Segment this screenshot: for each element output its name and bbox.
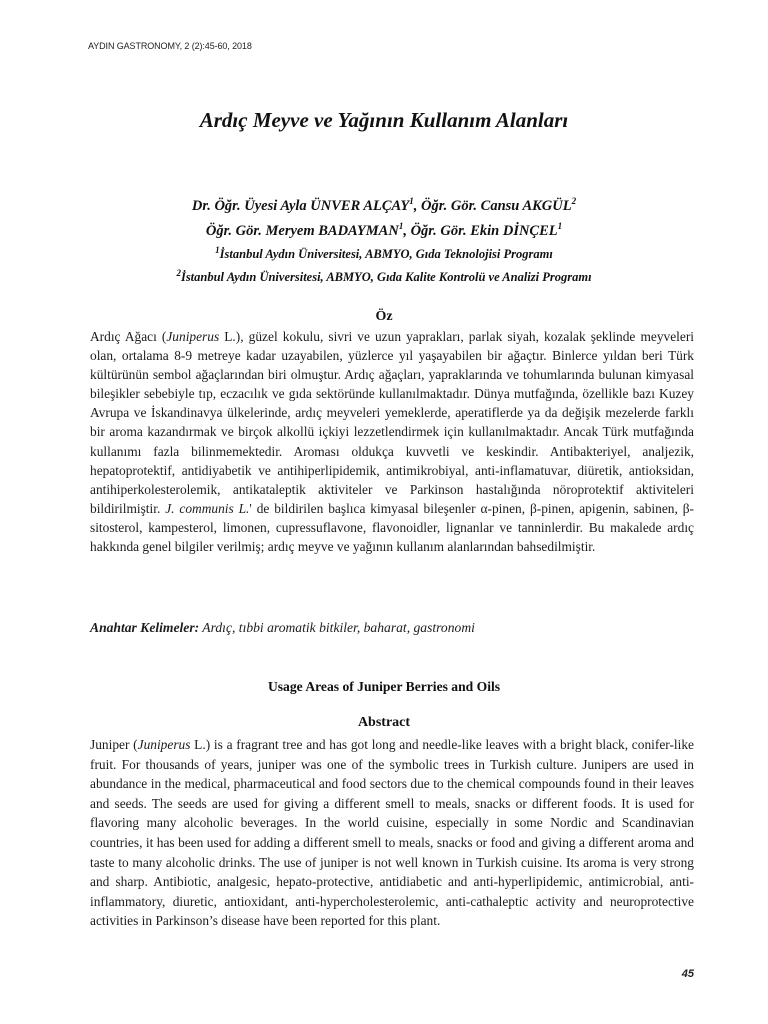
oz-text: L.), güzel kokulu, sivri ve uzun yaprakları, parlak siyah, kozalak şeklinde meyveleri olan, ortalama 8-9 metreye kadar uzayabilen, yüzlerce yıl yaşayabilen bir ağaçtır. Binlerce yıldan beri Türk kültürünün sembol ağaçlarından biri olmuştur. Ardıç ağaçları, yapraklarında ve tohumlarında bulunan kimyasal bileşikler sebebiyle tıp, eczacılık ve gıda sektöründe kullanılmaktadır. Dünya mutfağında, özellikle bazı Kuzey Avrupa ve İskandinavya ülkelerinde, ardıç meyveleri yemeklerde, aperatiflerde ya da değişik mezelerde farklı bir aroma kazandırmak ve birçok alkollü içkiyi lezzetlendirmek için kullanılmaktadır. Ancak Türk mutfağında kullanımı fazla bilinmemektedir. Aroması oldukça kuvvetli ve keskindir. Antibakteriyel, analjezik, hepatoprotektif, antidiyabetik ve antihiperlipidemik, antimikrobiyal, anti-inflamatuvar, diüretik, antioksidan, antihiperkolesterolemik, antikataleptik aktiviteler ve Parkinson hastalığında nöroprotektif aktiviteleri bildirilmiştir. bbox=[90, 329, 694, 516]
oz-text: ' de bildirilen başlıca kimyasal bileşenler α-pinen, β-pinen, apigenin, sabinen, β-sitosterol, kampesterol, limonen, cupressuflavone, flavonoidler, lignanlar ve tanninlerdir. Bu makalede ardıç hakkında genel bilgiler verilmiş; ardıç meyve ve yağının kullanım alanlarından bahsedilmiştir. bbox=[90, 500, 694, 555]
author-name: , Öğr. Gör. Cansu AKGÜL bbox=[413, 197, 572, 214]
abstract-species-name: Juniperus bbox=[137, 737, 191, 752]
oz-heading: Öz bbox=[375, 309, 393, 324]
affiliation-mark: 1 bbox=[398, 220, 404, 231]
journal-citation: AYDIN GASTRONOMY, 2 (2):45-60, 2018 bbox=[88, 41, 252, 51]
abstract-heading: Abstract bbox=[357, 715, 411, 730]
author-line-1 bbox=[0, 191, 768, 216]
oz-text: Ardıç Ağacı ( bbox=[90, 329, 167, 344]
keywords-text: Ardıç, tıbbi aromatik bitkiler, baharat, gastronomi bbox=[199, 620, 475, 635]
author-name: , Öğr. Gör. Ekin DİNÇEL bbox=[403, 222, 558, 239]
abstract-paragraph bbox=[90, 735, 694, 931]
author-name: Dr. Öğr. Üyesi Ayla ÜNVER ALÇAY bbox=[191, 197, 410, 214]
affiliation-mark: 1 bbox=[215, 244, 220, 255]
article-title-tr: Ardıç Meyve ve Yağının Kullanım Alanları bbox=[199, 108, 569, 132]
author-block bbox=[0, 191, 768, 287]
affiliation-mark: 1 bbox=[409, 196, 414, 206]
article-title-en: Usage Areas of Juniper Berries and Oils bbox=[267, 679, 501, 694]
page-number: 45 bbox=[681, 968, 694, 980]
keywords-label: Anahtar Kelimeler: bbox=[90, 620, 200, 635]
affiliation-mark: 2 bbox=[176, 267, 181, 278]
keywords bbox=[90, 620, 694, 636]
author-name: Öğr. Gör. Meryem BADAYMAN bbox=[205, 222, 399, 239]
affiliation-text: İstanbul Aydın Üniversitesi, ABMYO, Gıda Teknolojisi Programı bbox=[219, 246, 553, 261]
oz-species-name: Juniperus bbox=[166, 329, 220, 344]
affiliation-1 bbox=[0, 241, 768, 264]
affiliation-2 bbox=[0, 264, 768, 287]
author-line-2 bbox=[0, 216, 768, 241]
affiliation-mark: 1 bbox=[557, 220, 563, 231]
oz-paragraph bbox=[90, 327, 694, 556]
affiliation-mark: 2 bbox=[571, 196, 577, 206]
abstract-text: Juniper ( bbox=[90, 737, 138, 752]
abstract-text: L.) is a fragrant tree and has got long and needle-like leaves with a bright black, conifer-like fruit. For thousands of years, juniper was one of the symbolic trees in Turkish culture. Junipers are used in abundance in the medical, pharmaceutical and food sectors due to the chemical compounds found in their leaves and seeds. The seeds are used for giving a different smell to meals, snacks or different foods. It is used for flavoring many alcoholic beverages. In the world cuisine, especially in some Nordic and Scandinavian countries, it has been used for adding a different smell to meals, snacks or food and giving a different aroma and taste to many alcoholic drinks. The use of juniper is not well known in Turkish cuisine. Its aroma is very strong and sharp. Antibiotic, analgesic, hepato-protective, antidiabetic and anti-hyperlipidemic, antimicrobial, anti-inflammatory, diuretic, antioxidant, anti-hypercholesterolemic, anti-cathaleptic activity and neuroprotective activities in Parkinson’s disease have been reported for this plant. bbox=[90, 737, 694, 929]
oz-species-name: J. communis L. bbox=[165, 500, 250, 516]
affiliation-text: İstanbul Aydın Üniversitesi, ABMYO, Gıda Kalite Kontrolü ve Analizi Programı bbox=[180, 269, 592, 284]
